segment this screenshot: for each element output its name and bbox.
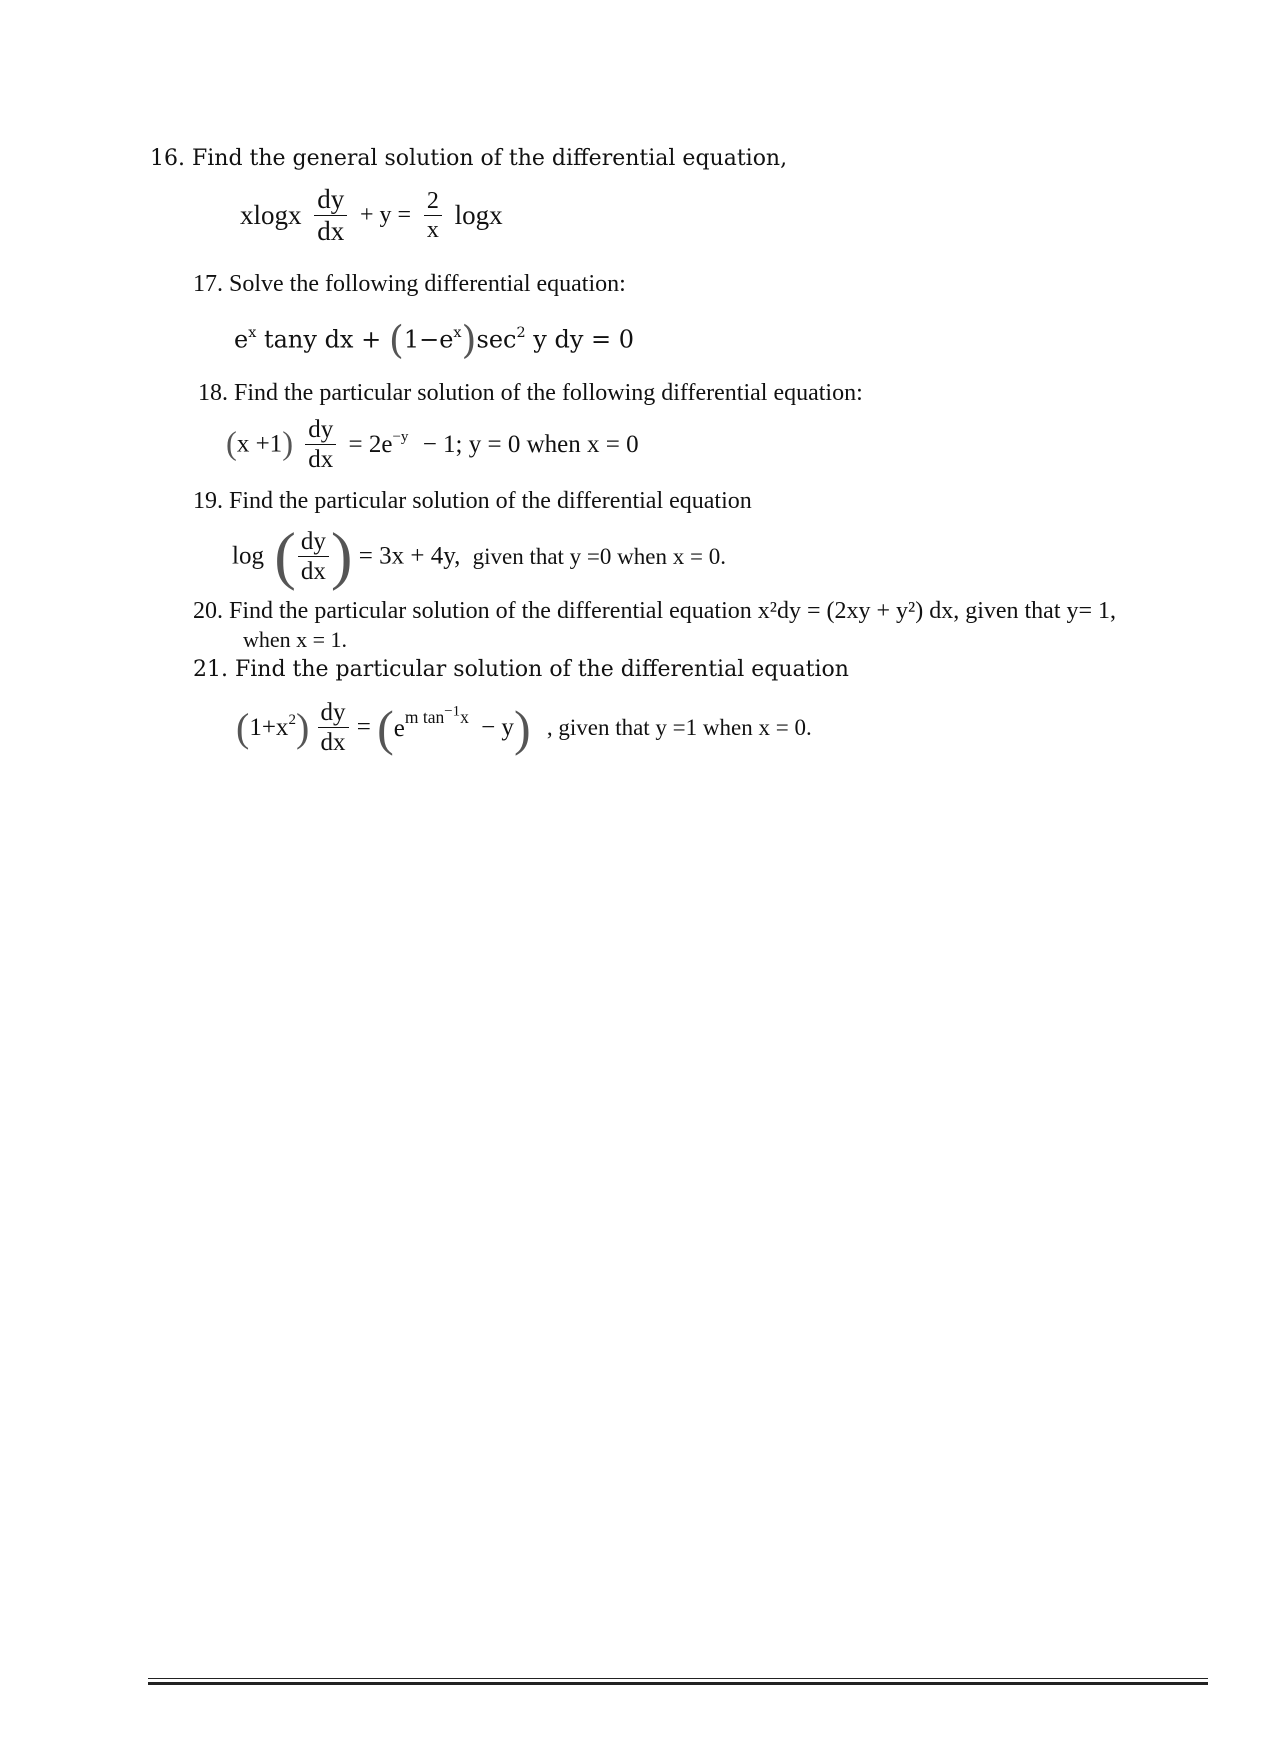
eq18-tail: − 1; y = 0 when x = 0 [422,430,639,458]
eq18-paren-close: ) [282,426,294,463]
eq18-frac-dydx [305,417,336,472]
eq16-lhs: xlogx [240,200,302,230]
question-16-text: 16. Find the general solution of the differential equation, [150,146,788,171]
question-20-line1: 20. Find the particular solution of the differential equation x²dy = (2xy + y²) dx, given that y= 1, [193,598,1117,624]
eq16-rhs: logx [454,200,503,230]
eq17-e-sup: x [248,324,257,341]
eq21-frac-num: dy [318,700,349,728]
eq17-tail: y dy = 0 [533,325,635,354]
question-17-text: 17. Solve the following differential equation: [193,271,626,297]
eq19-mid: = 3x + 4y, [358,542,461,570]
eq21-lhs-text: 1+x [249,713,289,741]
eq16-frac2-den: x [426,217,439,243]
question-18-equation [226,417,639,472]
eq17-paren-close: ) [461,318,477,363]
eq18-frac-num: dy [305,417,336,445]
eq17-sec-sup: 2 [516,324,526,341]
eq18-lhs: x +1 [236,430,283,458]
eq19-paren-open: ( [274,520,296,592]
question-16-equation [240,186,503,245]
eq19-frac-num: dy [298,529,329,557]
eq17-e: e [234,325,249,354]
eq16-frac-num: dy [314,186,347,216]
eq16-frac2-num: 2 [424,189,442,216]
eq21-e-sup2: −1 [444,703,461,720]
question-19-text: 19. Find the particular solution of the differential equation [193,488,752,514]
eq17-inner-sup: x [453,324,462,341]
eq21-minus-y: − y [481,713,514,741]
eq21-lhs-sup: 2 [288,711,296,728]
eq18-sup: −y [392,428,409,445]
eq21-paren2-close: ) [513,699,531,756]
eq19-tail: given that y =0 when x = 0. [472,543,726,569]
question-20-line2: when x = 1. [243,627,348,652]
eq21-lhs [249,711,296,741]
eq17-part1: tany dx + [263,325,382,354]
question-21-equation [236,700,812,755]
eq21-e-sup: m tan [404,707,445,728]
eq21-e [393,703,469,743]
eq21-paren-open: ( [236,704,250,750]
eq16-mid: + y = [360,202,412,228]
question-17-equation [234,318,635,363]
eq19-paren-close: ) [330,520,353,592]
eq17-paren-open: ( [388,318,404,363]
eq17-inner: 1−e [403,325,454,354]
eq21-paren-close: ) [295,704,310,750]
eq18-mid [348,428,409,458]
eq21-e-text: e [393,715,405,743]
question-19-equation [232,520,726,592]
eq19-log: log [232,542,264,570]
eq18-frac-den: dx [308,446,334,473]
question-21-text: 21. Find the particular solution of the differential equation [193,657,849,682]
footer-rule-top [148,1678,1208,1679]
eq18-mid-text: = 2e [348,430,393,458]
eq16-frac-den: dx [317,216,345,246]
footer-rule-bottom [148,1682,1208,1685]
eq21-eq: = [356,713,371,741]
eq21-paren2-open: ( [377,699,394,756]
eq21-frac-den: dx [320,729,346,756]
eq17-sec: sec [476,325,517,354]
eq21-tail: , given that y =1 when x = 0. [546,714,812,740]
question-18-text: 18. Find the particular solution of the following differential equation: [198,380,863,406]
eq21-frac-dydx [318,700,349,755]
eq19-frac-dydx [298,529,329,584]
eq18-paren-open: ( [226,426,237,463]
eq16-frac-dydx [314,186,347,245]
eq21-e-sup3: x [460,707,469,728]
eq19-frac-den: dx [300,558,326,585]
eq16-frac-2x [424,189,442,242]
